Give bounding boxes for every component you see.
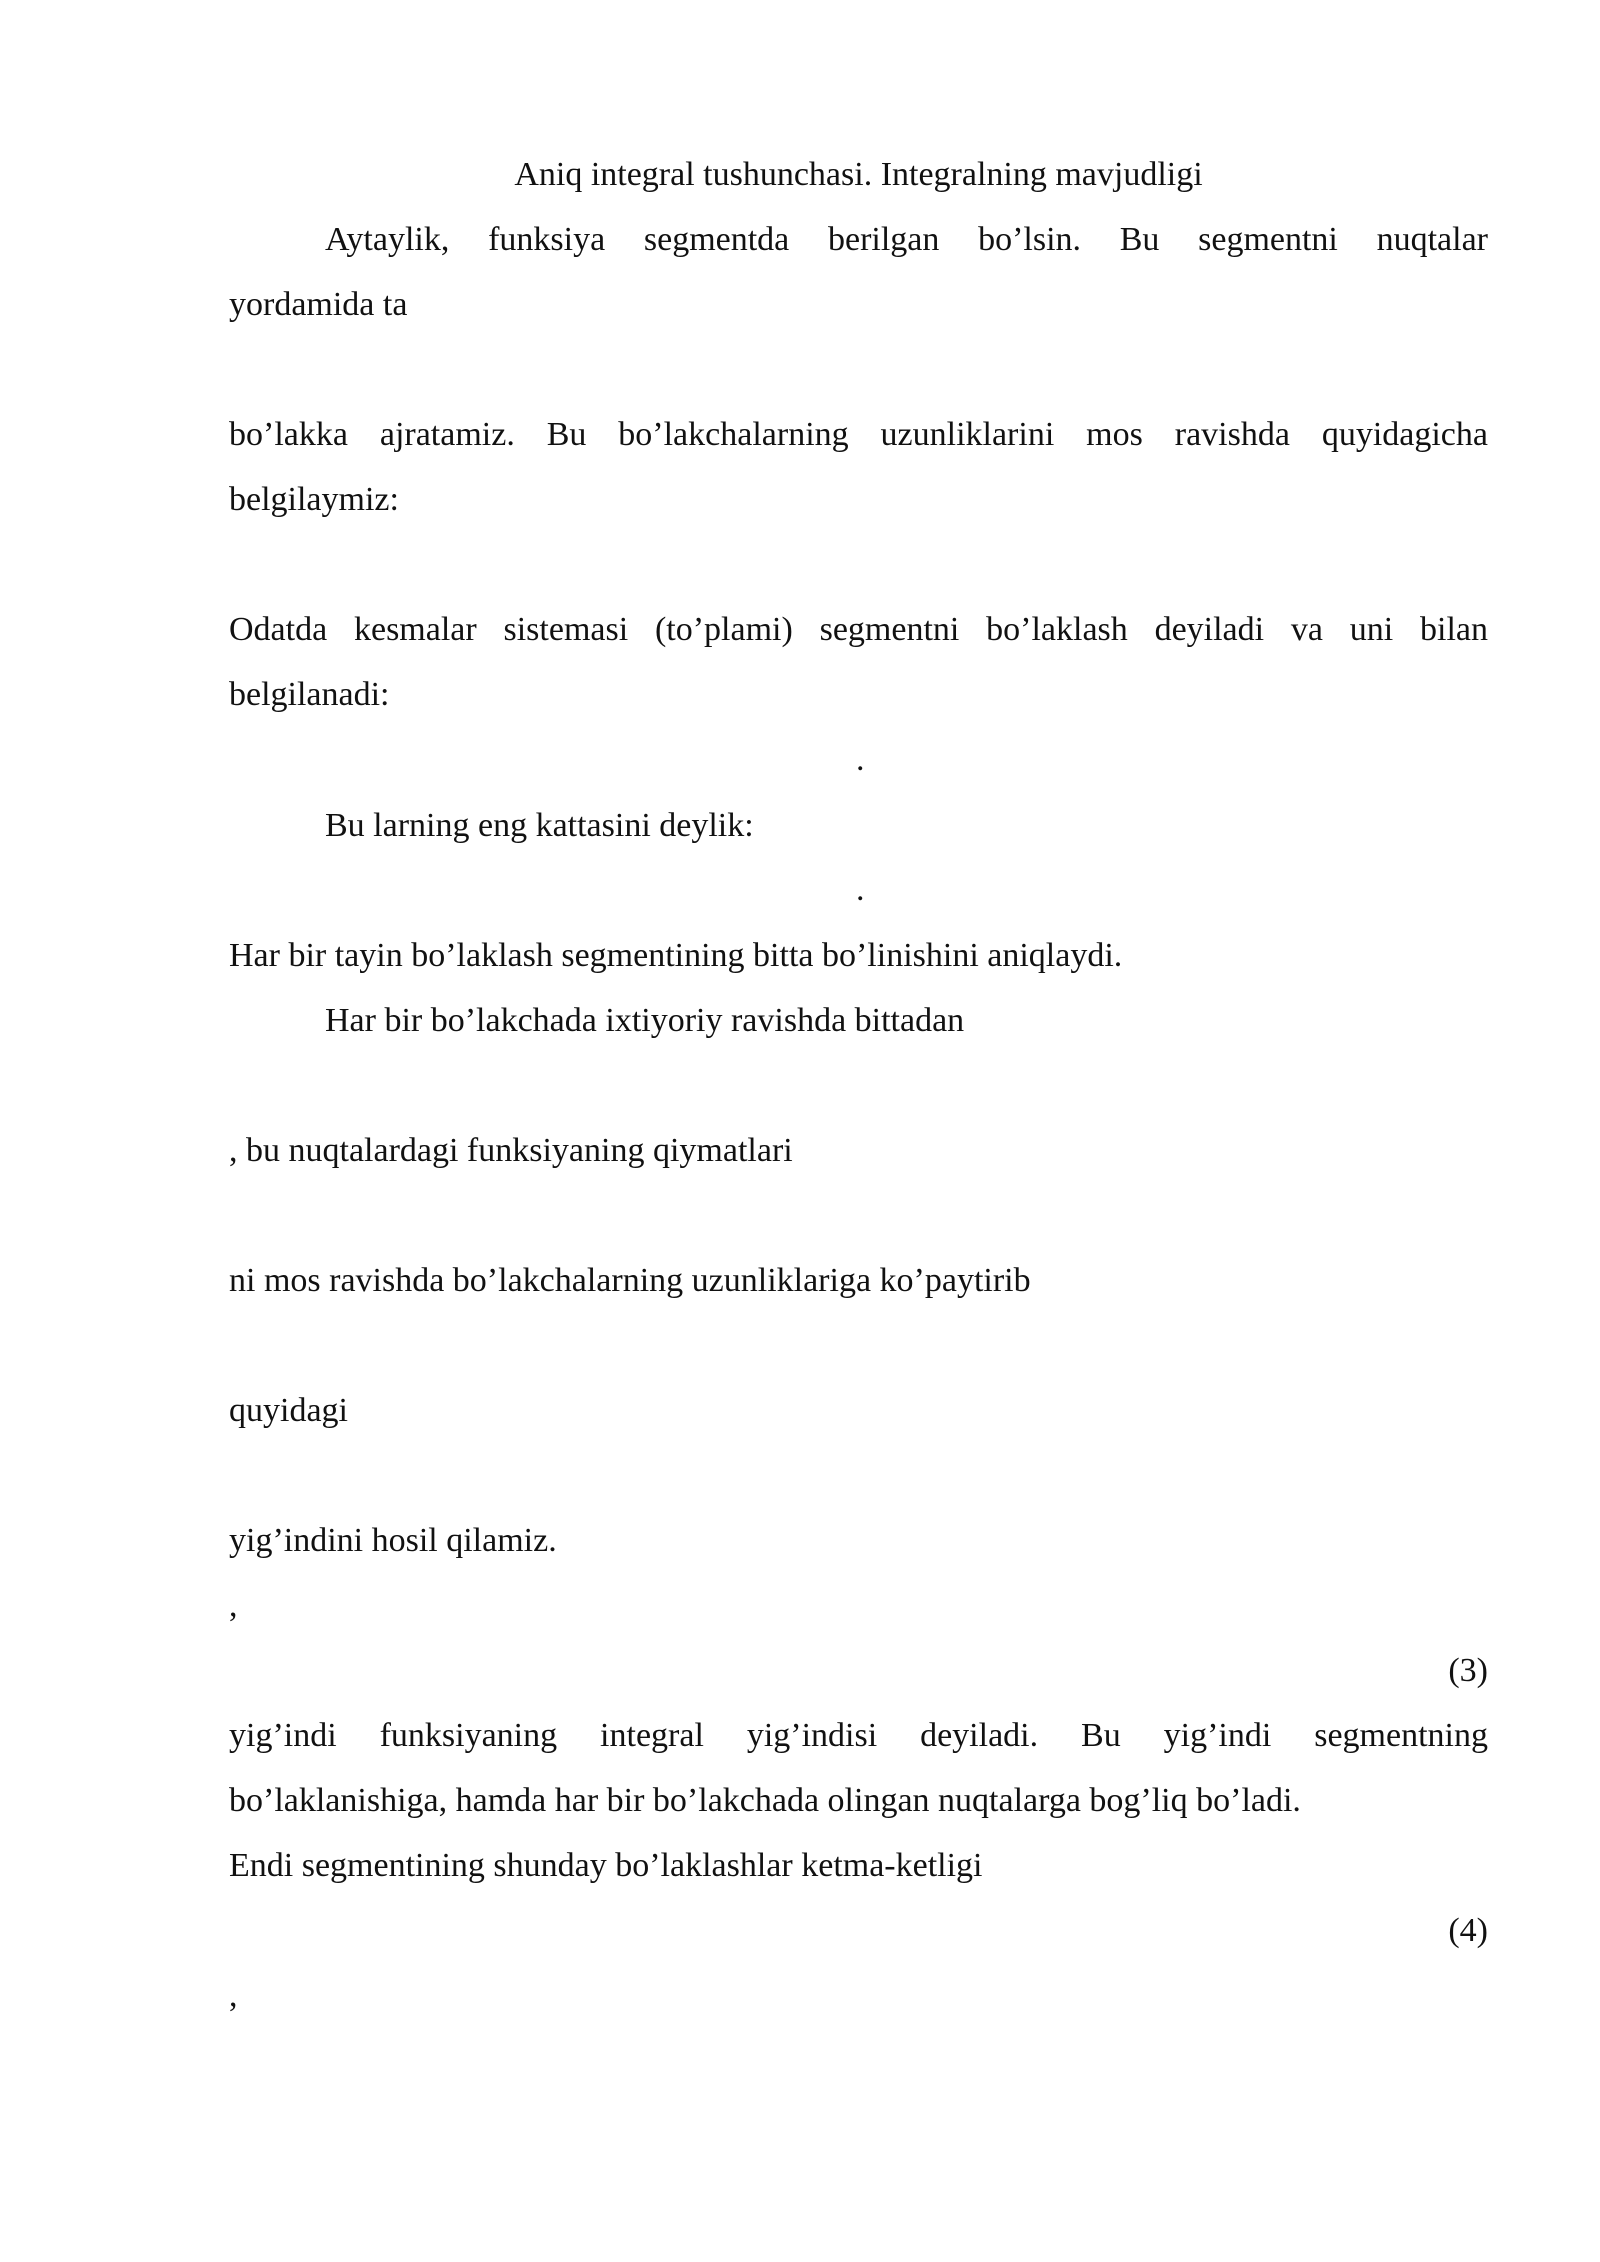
paragraph-line: yordamida ta (229, 286, 408, 323)
paragraph-line: yig’indini hosil qilamiz. (229, 1522, 557, 1559)
paragraph-line: yig’indi funksiyaning integral yig’indisi deyiladi. Bu yig’indi segmentning (229, 1717, 1488, 1754)
formula-dot: . (856, 741, 865, 778)
paragraph-line: Har bir tayin bo’laklash segmentining bitta bo’linishini aniqlaydi. (229, 937, 1123, 974)
paragraph-line: bo’lakka ajratamiz. Bu bo’lakchalarning uzunliklarini mos ravishda quyidagicha (229, 416, 1488, 453)
paragraph-line: Odatda kesmalar sistemasi (to’plami) segmentni bo’laklash deyiladi va uni bilan (229, 611, 1488, 648)
paragraph-line: Bu larning eng kattasini deylik: (325, 807, 754, 844)
formula-dot: . (856, 871, 865, 908)
equation-number: (4) (1448, 1912, 1488, 1949)
paragraph-line: Aytaylik, funksiya segmentda berilgan bo’lsin. Bu segmentni nuqtalar (325, 221, 1488, 258)
formula-comma: , (229, 1977, 238, 2014)
paragraph-line: belgilanadi: (229, 676, 390, 713)
page-title: Aniq integral tushunchasi. Integralning mavjudligi (514, 156, 1203, 193)
paragraph-line: , bu nuqtalardagi funksiyaning qiymatlari (229, 1132, 793, 1169)
paragraph-line: belgilaymiz: (229, 481, 399, 518)
paragraph-line: Endi segmentining shunday bo’laklashlar ketma-ketligi (229, 1847, 983, 1884)
formula-comma: , (229, 1587, 238, 1624)
equation-number: (3) (1448, 1652, 1488, 1689)
paragraph-line: Har bir bo’lakchada ixtiyoriy ravishda bittadan (325, 1002, 965, 1039)
paragraph-line: quyidagi (229, 1392, 348, 1429)
paragraph-line: bo’laklanishiga, hamda har bir bo’lakchada olingan nuqtalarga bog’liq bo’ladi. (229, 1782, 1301, 1819)
paragraph-line: ni mos ravishda bo’lakchalarning uzunliklariga ko’paytirib (229, 1262, 1031, 1299)
